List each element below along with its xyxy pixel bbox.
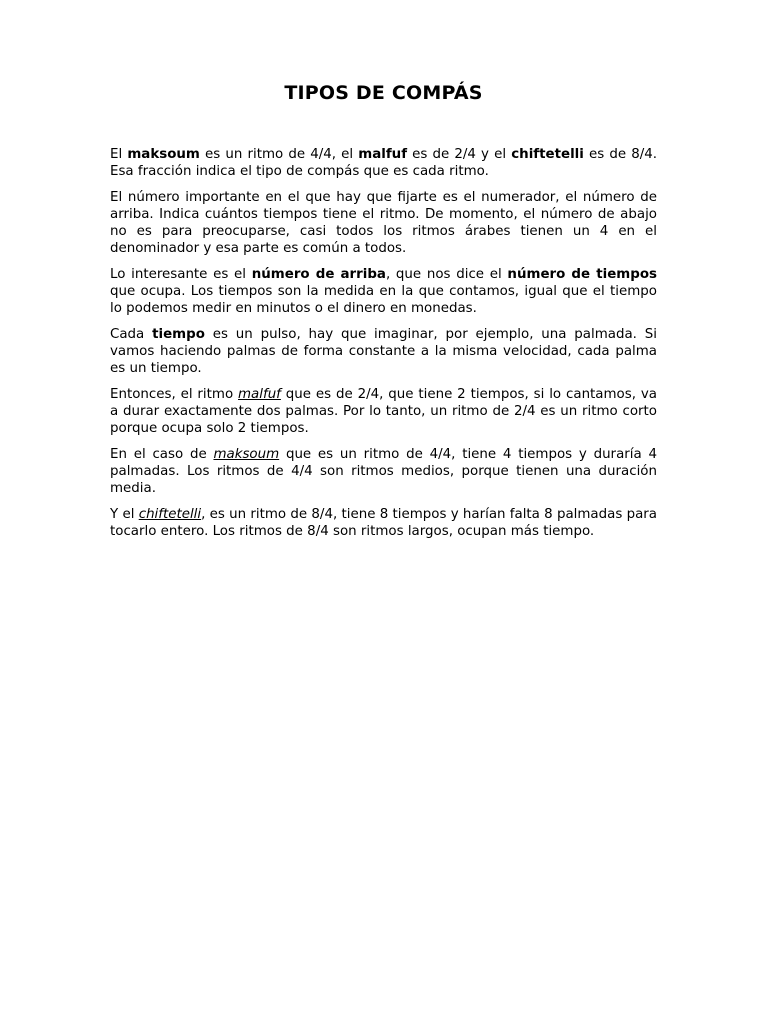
emphasized-term: chiftetelli [138,507,202,522]
document-body [110,146,657,540]
text-run: Entonces, el ritmo [110,387,239,402]
emphasized-term: maksoum [213,447,280,462]
paragraph [110,189,657,257]
text-run: Y el [110,507,139,522]
emphasized-term: malfuf [238,387,281,402]
bold-term: tiempo [152,327,205,342]
bold-term: maksoum [127,147,200,162]
bold-term: malfuf [358,147,408,162]
text-run: , es un ritmo de 8/4, tiene 8 tiempos y harían falta 8 palmadas para tocarlo entero. Los ritmos de 8/4 son ritmos largos, ocupan más tiempo. [110,507,657,539]
text-run: es de 8/4. Esa fracción indica el tipo de compás que es cada ritmo. [110,147,658,179]
paragraph [110,266,657,317]
text-run: Lo interesante es el [110,267,252,282]
paragraph [110,446,657,497]
text-run: que es de 2/4, que tiene 2 tiempos, si lo cantamos, va a durar exactamente dos palmas. Por lo tanto, un ritmo de 2/4 es un ritmo corto porque ocupa solo 2 tiempos. [110,387,657,436]
text-run: En el caso de [110,447,214,462]
text-run: El número importante en el que hay que fijarte es el numerador, el número de arriba. Indica cuántos tiempos tiene el ritmo. De momento, el número de abajo no es para preocuparse, casi todos los ritmos árabes tienen un 4 en el denominador y esa parte es común a todos. [110,190,657,256]
text-run: es de 2/4 y el [407,147,512,162]
text-run: que es un ritmo de 4/4, tiene 4 tiempos y duraría 4 palmadas. Los ritmos de 4/4 son ritmos medios, porque tienen una duración media. [110,447,657,496]
text-run: , que nos dice el [385,267,508,282]
bold-term: número de arriba [251,267,386,282]
text-run: que ocupa. Los tiempos son la medida en la que contamos, igual que el tiempo lo podemos medir en minutos o el dinero en monedas. [110,284,657,316]
bold-term: número de tiempos [507,267,657,282]
text-run: es un ritmo de 4/4, el [199,147,359,162]
text-run: El [110,147,128,162]
bold-term: chiftetelli [511,147,584,162]
paragraph [110,326,657,377]
paragraph [110,146,657,180]
document-page [110,82,657,549]
page-title: TIPOS DE COMPÁS [284,82,483,104]
paragraph [110,506,657,540]
text-run: Cada [110,327,153,342]
text-run: es un pulso, hay que imaginar, por ejemplo, una palmada. Si vamos haciendo palmas de forma constante a la misma velocidad, cada palma es un tiempo. [110,327,657,376]
paragraph [110,386,657,437]
